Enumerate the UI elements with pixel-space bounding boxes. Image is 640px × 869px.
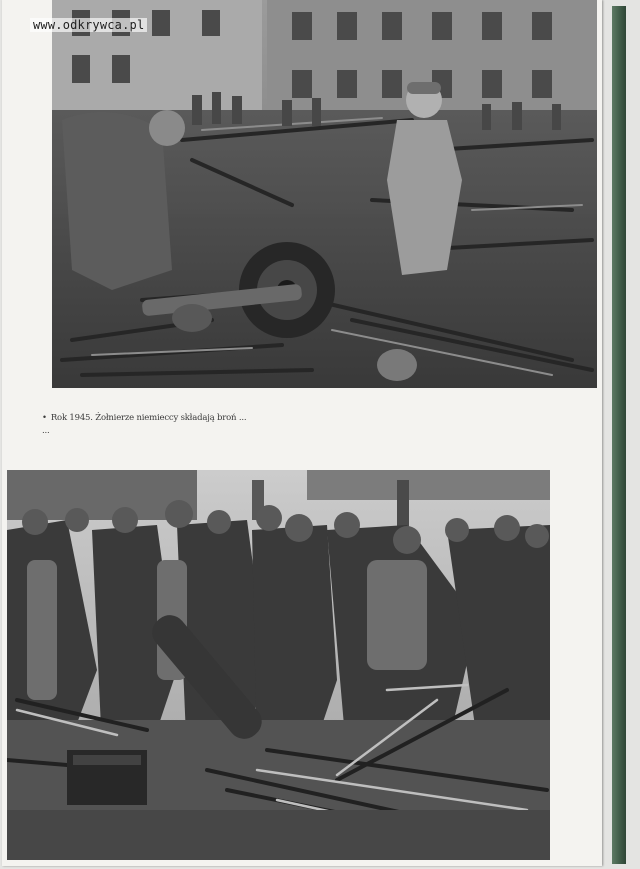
- photo-crowd-soldiers-weapons-pile: [7, 470, 550, 860]
- caption-line-1: • Rok 1945. Żołnierze niemieccy składają broń ...: [42, 413, 247, 423]
- photo-caption: [42, 412, 372, 438]
- caption-line-2: ...: [42, 426, 50, 436]
- watermark-url: www.odkrywca.pl: [30, 18, 147, 32]
- photo-top-illustration: [52, 0, 597, 388]
- book-spine: [612, 6, 626, 864]
- photo-soldiers-sorting-weapons: [52, 0, 597, 388]
- book-page: [2, 0, 602, 866]
- photo-bottom-illustration: [7, 470, 550, 860]
- caption-text-1: Rok 1945. Żołnierze niemieccy składają broń ...: [50, 413, 247, 423]
